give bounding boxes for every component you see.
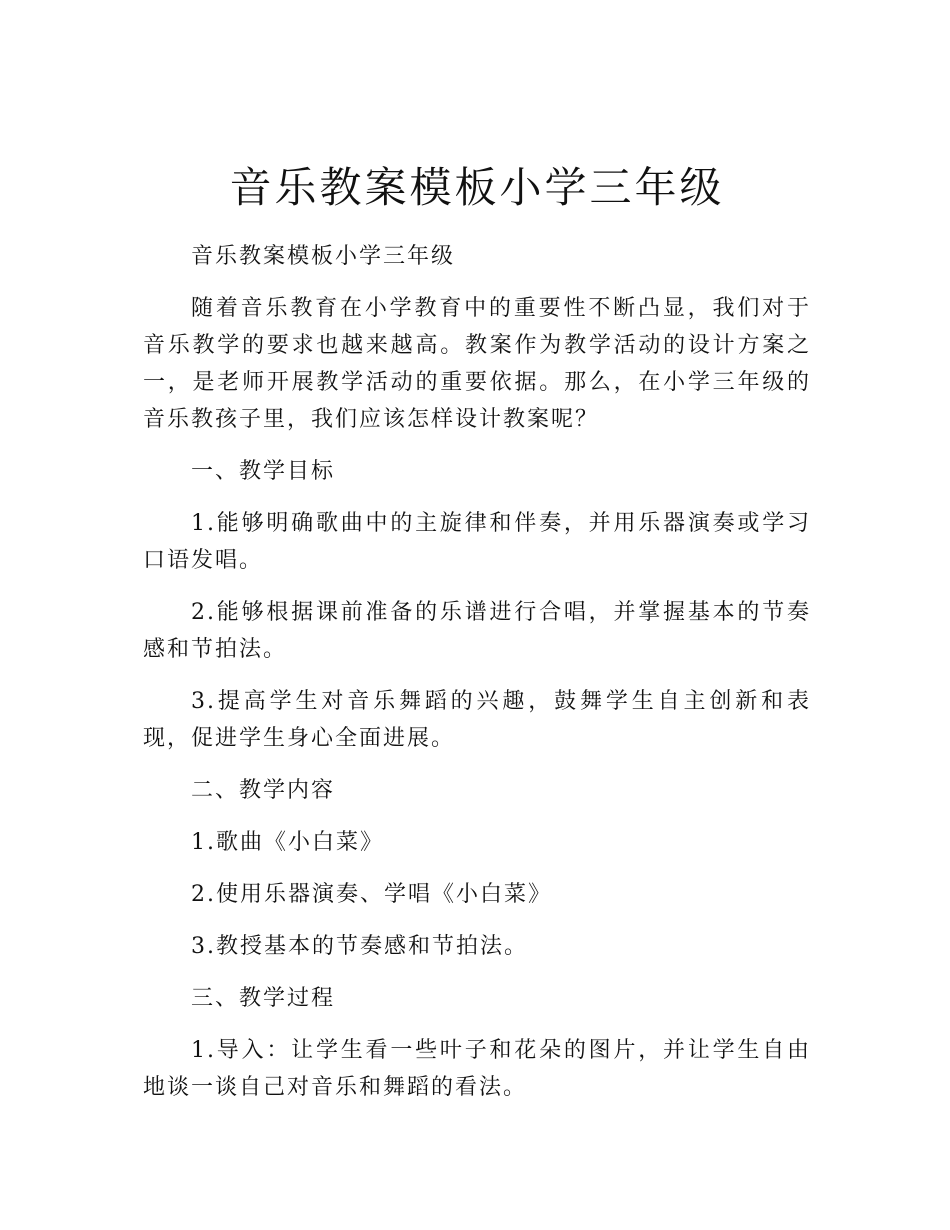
goal-item-3: 3.提高学生对音乐舞蹈的兴趣，鼓舞学生自主创新和表现，促进学生身心全面进展。: [143, 689, 811, 751]
subtitle-paragraph: 音乐教案模板小学三年级: [191, 244, 456, 269]
document-title: 音乐教案模板小学三年级: [229, 163, 725, 212]
document-page: [143, 160, 811, 1121]
process-item-1: 1.导入：让学生看一些叶子和花朵的图片，并让学生自由地谈一谈自己对音乐和舞蹈的看法。: [143, 1038, 811, 1100]
section-heading-process: 三、教学过程: [191, 986, 336, 1011]
goal-item-2: 2.能够根据课前准备的乐谱进行合唱，并掌握基本的节奏感和节拍法。: [143, 600, 811, 662]
section-heading-goals: 一、教学目标: [191, 459, 336, 484]
content-item-3: 3.教授基本的节奏感和节拍法。: [191, 934, 528, 959]
content-item-1: 1.歌曲《小白菜》: [191, 830, 384, 855]
goal-item-1: 1.能够明确歌曲中的主旋律和伴奏，并用乐器演奏或学习口语发唱。: [143, 511, 811, 573]
section-heading-content: 二、教学内容: [191, 778, 336, 803]
content-item-2: 2.使用乐器演奏、学唱《小白菜》: [191, 882, 552, 907]
intro-paragraph: 随着音乐教育在小学教育中的重要性不断凸显，我们对于音乐教学的要求也越来越高。教案作为教学活动的设计方案之一，是老师开展教学活动的重要依据。那么，在小学三年级的音乐教孩子里，我们应该怎样设计教案呢？: [143, 296, 811, 432]
